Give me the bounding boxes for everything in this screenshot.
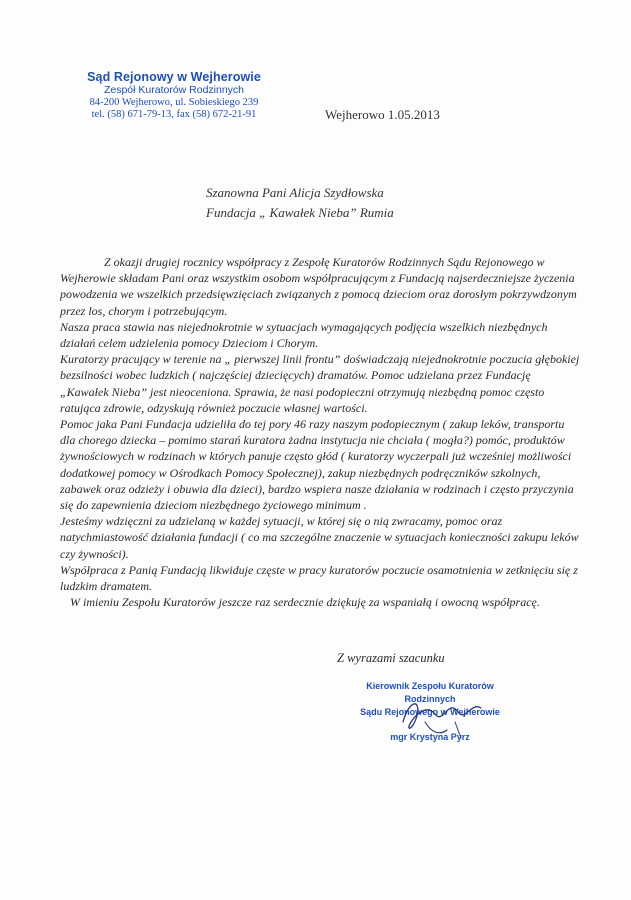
paragraph-help: Pomoc jaka Pani Fundacja udzieliła do tej pory 46 razy naszym podopiecznym ( zakup leków, transportu dla chorego dziecka – pomimo starań kuratora żadna instytucja nie chciała ( mogła?) pomóc, produktów żywnościowych w rodzinach w których panuje często głód ( kuratorzy wyczerpali już wcześniej możliwości dodatkowej pomocy w Ośrodkach Pomocy Społecznej), zakup niezbędnych podręczników szkolnych, zabawek oraz odzieży i obuwia dla dzieci), bardzo wspiera nasze działania w rodzinach i często przyczynia się do zapewnienia dzieciom niezbędnego życiowego minimum . [60,417,574,513]
paragraph-anniversary: Z okazji drugiej rocznicy współpracy z Zespołę Kuratorów Rodzinnych Sądu Rejonowego w Wejherowie składam Pani oraz wszystkim osobom współpracującym z Fundacją najserdeczniejsze życzenia powodzenia we wszelkich przedsięwzięciach związanych z pomocą dzieciom oraz dorosłym pokrzywdzonym przez los, chorym i potrzebującym. [60,255,577,318]
recipient-block [206,183,506,223]
paragraph-work: Nasza praca stawia nas niejednokrotnie w sytuacjach wymagających podjęcia wszelkich niezbędnych działań celem udzielenia pomocy Dzieciom i Chorym. [60,319,548,351]
paragraph-thanks: W imieniu Zespołu Kuratorów jeszcze raz serdecznie dziękuję za wspaniałą i owocną współpracę. [70,595,540,610]
paragraph-gratitude: Jesteśmy wdzięczni za udzielaną w każdej sytuacji, w której się o nią zwracamy, pomoc oraz natychmiastowość działania fundacji ( co ma szczególne znaczenie w sytuacjach konieczności zakupu leków czy żywności). [60,514,579,561]
stamp-team-name: Zespół Kuratorów Rodzinnych [103,84,245,97]
stamp-court-name: Sąd Rejonowy w Wejherowie [87,70,261,84]
paragraph-probation-officers: Kuratorzy pracujący w terenie na „ pierwszej linii frontu” doświadczają niejednokrotnie poczucia głębokiej bezsilności wobec ludzkich ( najczęściej dziecięcych) dramatów. Pomoc udzielana przez Fundację „Kawałek Nieba” jest nieoceniona. Sprawia, że nasi podopieczni otrzymują niezbędną pomoc często ratująca zdrowie, odzyskują również poczucie własnej wartości. [60,352,580,415]
closing-phrase: Z wyrazami szacunku [337,651,445,665]
recipient-name: Szanowna Pani Alicja Szydłowska [206,185,384,200]
letter-body [60,254,580,610]
paragraph-cooperation: Współpraca z Panią Fundacją likwiduje częste w pracy kuratorów poczucie osamotnienia w zetknięciu się z ludzkim dramatem. [60,562,578,594]
recipient-organization: Fundacja „ Kawałek Nieba” Rumia [206,205,394,221]
signature-court: Sądu Rejonowego w Wejherowie [360,707,500,717]
stamp-phone: tel. (58) 671-79-13, fax (58) 672-21-91 [91,109,257,121]
stamp-address: 84-200 Wejherowo, ul. Sobieskiego 239 [89,97,259,109]
signature-title: Kierownik Zespołu Kuratorów Rodzinnych [366,681,494,704]
court-stamp [84,71,264,120]
handwritten-signature [395,692,485,740]
signature-name: mgr Krystyna Pyrz [390,732,470,742]
letter-date: Wejherowo 1.05.2013 [325,107,440,122]
